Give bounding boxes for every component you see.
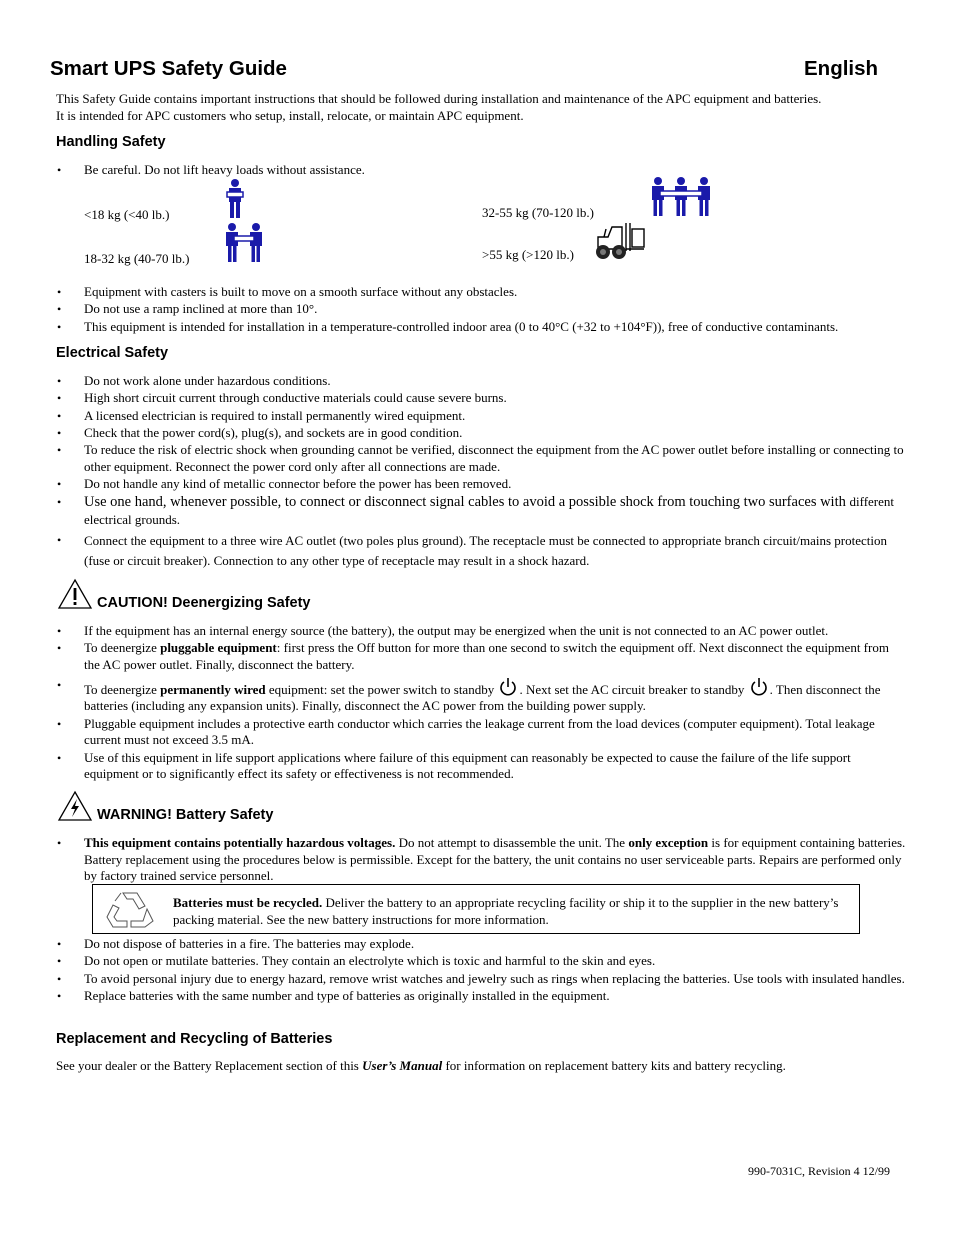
- list-item: • Be careful. Do not lift heavy loads without assistance.: [56, 162, 906, 179]
- list-item: • Equipment with casters is built to move on a smooth surface without any obstacles.: [56, 284, 906, 301]
- caution-heading: CAUTION! Deenergizing Safety: [97, 595, 311, 611]
- list-item: • To deenergize permanently wired equipment: set the power switch to standby . Next set the AC circuit breaker to standby . Then disconnect the batteries (including any expansion units). Finally, disconnect the AC power from the building power supply.: [56, 677, 906, 715]
- intro-line-2: It is intended for APC customers who setup, install, relocate, or maintain APC equipment.: [56, 107, 524, 123]
- list-item: • To deenergize pluggable equipment: first press the Off button for more than one second to switch the equipment off. Next disconnect the equipment from the AC power outlet. Finally, disconnect the battery.: [56, 640, 906, 673]
- standby-icon: [499, 677, 517, 697]
- replacement-heading: Replacement and Recycling of Batteries: [56, 1031, 333, 1047]
- electrical-heading: Electrical Safety: [56, 345, 169, 361]
- one-hand-text-end: different electrical grounds.: [84, 494, 895, 528]
- recycle-text: Batteries must be recycled. Deliver the battery to an appropriate recycling facility or ship it to the supplier in the new battery’s packing material. See the new battery instructions for more information.: [173, 895, 839, 927]
- caution-list: [56, 623, 906, 784]
- handling-list: [56, 284, 906, 336]
- list-item: • Pluggable equipment includes a protective earth conductor which carries the leakage current from the load devices (computer equipment). Total leakage current must not exceed 3.5 mA.: [56, 716, 906, 749]
- list-item: • High short circuit current through conductive materials could cause severe burns.: [56, 390, 906, 407]
- list-item: • Do not open or mutilate batteries. They contain an electrolyte which is toxic and harmful to the skin and eyes.: [56, 953, 906, 970]
- weight-label-4: >55 kg (>120 lb.): [482, 247, 574, 262]
- warning-list-2: [56, 936, 906, 1005]
- list-item: • To avoid personal injury due to energy hazard, remove wrist watches and jewelry such as rings when replacing the batteries. Use tools with insulated handles.: [56, 971, 906, 988]
- forklift-icon: [592, 219, 646, 261]
- handling-heading: Handling Safety: [56, 134, 166, 150]
- list-item: • Do not work alone under hazardous conditions.: [56, 373, 906, 390]
- list-item: • Check that the power cord(s), plug(s), and sockets are in good condition.: [56, 425, 906, 442]
- language-label: English: [804, 57, 879, 80]
- one-hand-text: Use one hand, whenever possible, to connect or disconnect signal cables to avoid a possible shock from touching two surfaces with: [84, 494, 850, 511]
- weight-label-3: 32-55 kg (70-120 lb.): [482, 205, 594, 220]
- list-item: • Do not dispose of batteries in a fire. The batteries may explode.: [56, 936, 906, 953]
- warning-list-1: [56, 835, 906, 886]
- three-person-lift-icon: [650, 176, 712, 218]
- list-item: • A licensed electrician is required to install permanently wired equipment.: [56, 408, 906, 425]
- document-revision: 990-7031C, Revision 4 12/99: [748, 1164, 891, 1178]
- caution-triangle-icon: [57, 578, 93, 610]
- replacement-text: See your dealer or the Battery Replacement section of this User’s Manual for information on replacement battery kits and battery recycling.: [56, 1058, 786, 1073]
- list-item: • Replace batteries with the same number and type of batteries as originally installed in the equipment.: [56, 988, 906, 1005]
- list-item: • Do not use a ramp inclined at more than 10°.: [56, 301, 906, 318]
- list-item: • Use of this equipment in life support applications where failure of this equipment can reasonably be expected to cause the failure of the life support equipment or to significantly effect its safety or effectiveness is not recommended.: [56, 750, 906, 783]
- list-item: • Connect the equipment to a three wire AC outlet (two poles plus ground). The receptacle must be connected to appropriate branch circuit/mains protection (fuse or circuit breaker). Connection to any other type of receptacle may result in a shock hazard.: [56, 531, 906, 570]
- two-person-lift-icon: [224, 222, 264, 264]
- intro-line-1: This Safety Guide contains important instructions that should be followed during installation and maintenance of the APC equipment and batteries.: [56, 91, 822, 106]
- weight-label-2: 18-32 kg (40-70 lb.): [84, 251, 190, 266]
- list-item: • If the equipment has an internal energy source (the battery), the output may be energized when the unit is not connected to an AC power outlet.: [56, 623, 906, 640]
- weight-label-1: <18 kg (<40 lb.): [84, 207, 170, 222]
- list-item: • This equipment is intended for installation in a temperature-controlled indoor area (0 to 40°C (+32 to +104°F)), free of conductive contaminants.: [56, 319, 906, 336]
- standby-icon: [750, 677, 768, 697]
- list-item: • Do not handle any kind of metallic connector before the power has been removed.: [56, 476, 906, 493]
- warning-lightning-icon: [57, 790, 93, 822]
- handling-careful-list: [56, 162, 906, 179]
- intro: [56, 91, 916, 124]
- page-title: Smart UPS Safety Guide: [50, 57, 287, 80]
- list-item: [56, 493, 906, 529]
- recycle-icon: [101, 889, 159, 931]
- electrical-list: [56, 373, 906, 571]
- warning-heading: WARNING! Battery Safety: [97, 807, 274, 823]
- recycle-notice: [92, 884, 860, 934]
- list-item: • To reduce the risk of electric shock when grounding cannot be verified, disconnect the equipment from the AC power outlet before installing or connecting to other equipment. Reconnect the power cord only after all connections are made.: [56, 442, 906, 475]
- one-person-lift-icon: [224, 178, 246, 220]
- list-item: • This equipment contains potentially hazardous voltages. Do not attempt to disassemble the unit. The only exception is for equipment containing batteries. Battery replacement using the procedures below is permissible. Except for the battery, the unit contains no user serviceable parts. Repairs are performed only by factory trained service personnel.: [56, 835, 906, 885]
